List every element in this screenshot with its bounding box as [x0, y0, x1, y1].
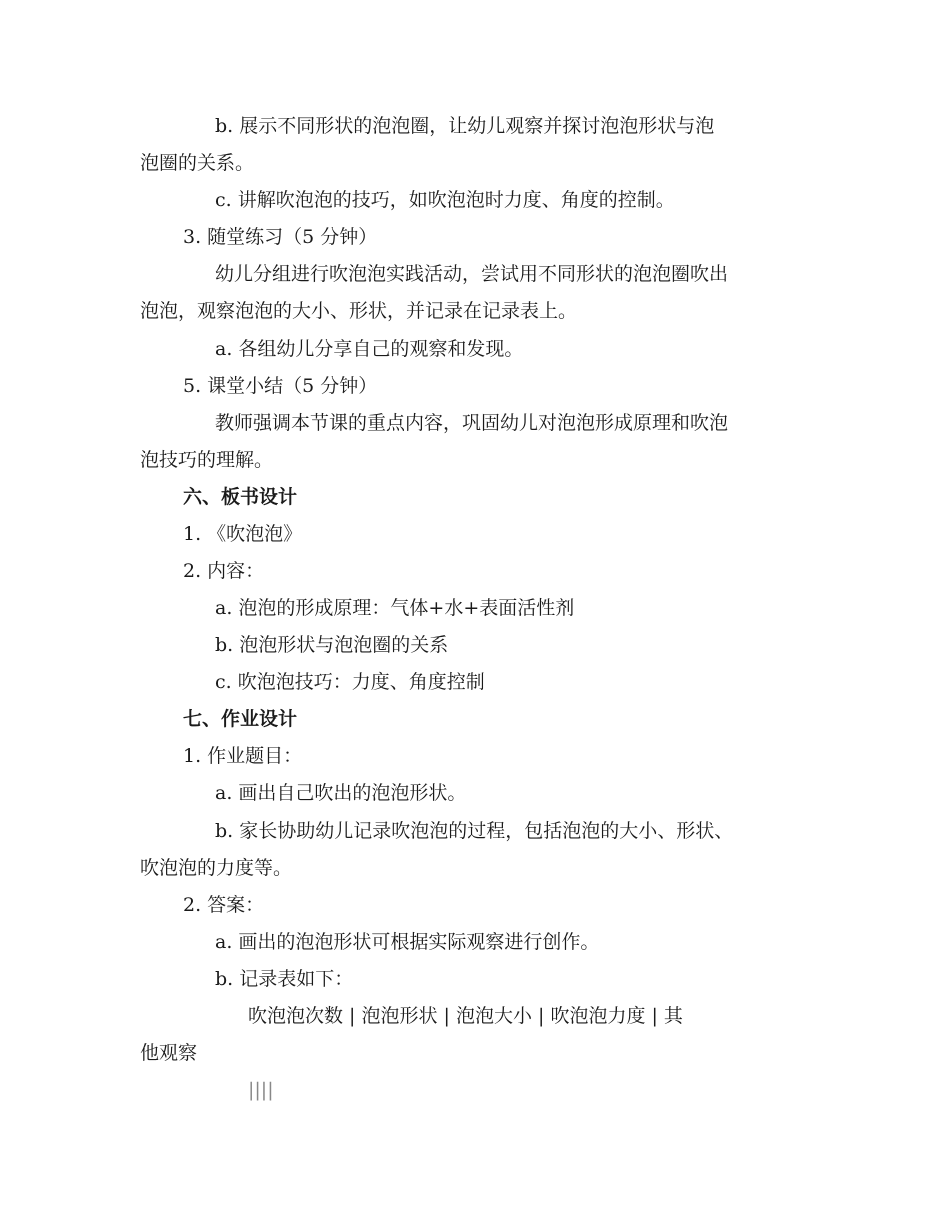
list-item-line: a. 画出自己吹出的泡泡形状。 — [215, 782, 467, 804]
list-item-line: 2. 答案： — [183, 894, 265, 916]
paragraph-line: 泡圈的关系。 — [140, 152, 255, 174]
table-header-line: 吹泡泡次数 | 泡泡形状 | 泡泡大小 | 吹泡泡力度 | 其 — [248, 1005, 683, 1027]
section-heading: 七、作业设计 — [183, 708, 298, 730]
list-item-line: 5. 课堂小结（5 分钟） — [183, 375, 378, 397]
list-item-line: a. 画出的泡泡形状可根据实际观察进行创作。 — [215, 931, 600, 953]
table-header-line: 他观察 — [140, 1042, 198, 1064]
list-item-line: 2. 内容： — [183, 560, 265, 582]
paragraph-line: 泡技巧的理解。 — [140, 449, 274, 471]
paragraph-line: 泡泡，观察泡泡的大小、形状，并记录在记录表上。 — [140, 300, 578, 322]
list-item-line: a. 泡泡的形成原理：气体+水+表面活性剂 — [215, 597, 575, 619]
list-item-line: b. 记录表如下： — [215, 968, 354, 990]
paragraph-line: c. 讲解吹泡泡的技巧，如吹泡泡时力度、角度的控制。 — [215, 189, 675, 211]
list-item-line: 1. 《吹泡泡》 — [183, 523, 303, 545]
list-item-line: 3. 随堂练习（5 分钟） — [183, 226, 378, 248]
paragraph-line: b. 展示不同形状的泡泡圈，让幼儿观察并探讨泡泡形状与泡 — [215, 115, 715, 137]
paragraph-line: 吹泡泡的力度等。 — [140, 857, 293, 879]
table-row-separators: |||| — [248, 1079, 274, 1101]
list-item-line: a. 各组幼儿分享自己的观察和发现。 — [215, 338, 524, 360]
section-heading: 六、板书设计 — [183, 486, 298, 508]
list-item-line: b. 泡泡形状与泡泡圈的关系 — [215, 634, 449, 656]
paragraph-line: 幼儿分组进行吹泡泡实践活动，尝试用不同形状的泡泡圈吹出 — [215, 263, 729, 285]
paragraph-line: 教师强调本节课的重点内容，巩固幼儿对泡泡形成原理和吹泡 — [215, 412, 729, 434]
list-item-line: c. 吹泡泡技巧：力度、角度控制 — [215, 671, 485, 693]
paragraph-line: b. 家长协助幼儿记录吹泡泡的过程，包括泡泡的大小、形状、 — [215, 820, 734, 842]
list-item-line: 1. 作业题目： — [183, 745, 303, 767]
